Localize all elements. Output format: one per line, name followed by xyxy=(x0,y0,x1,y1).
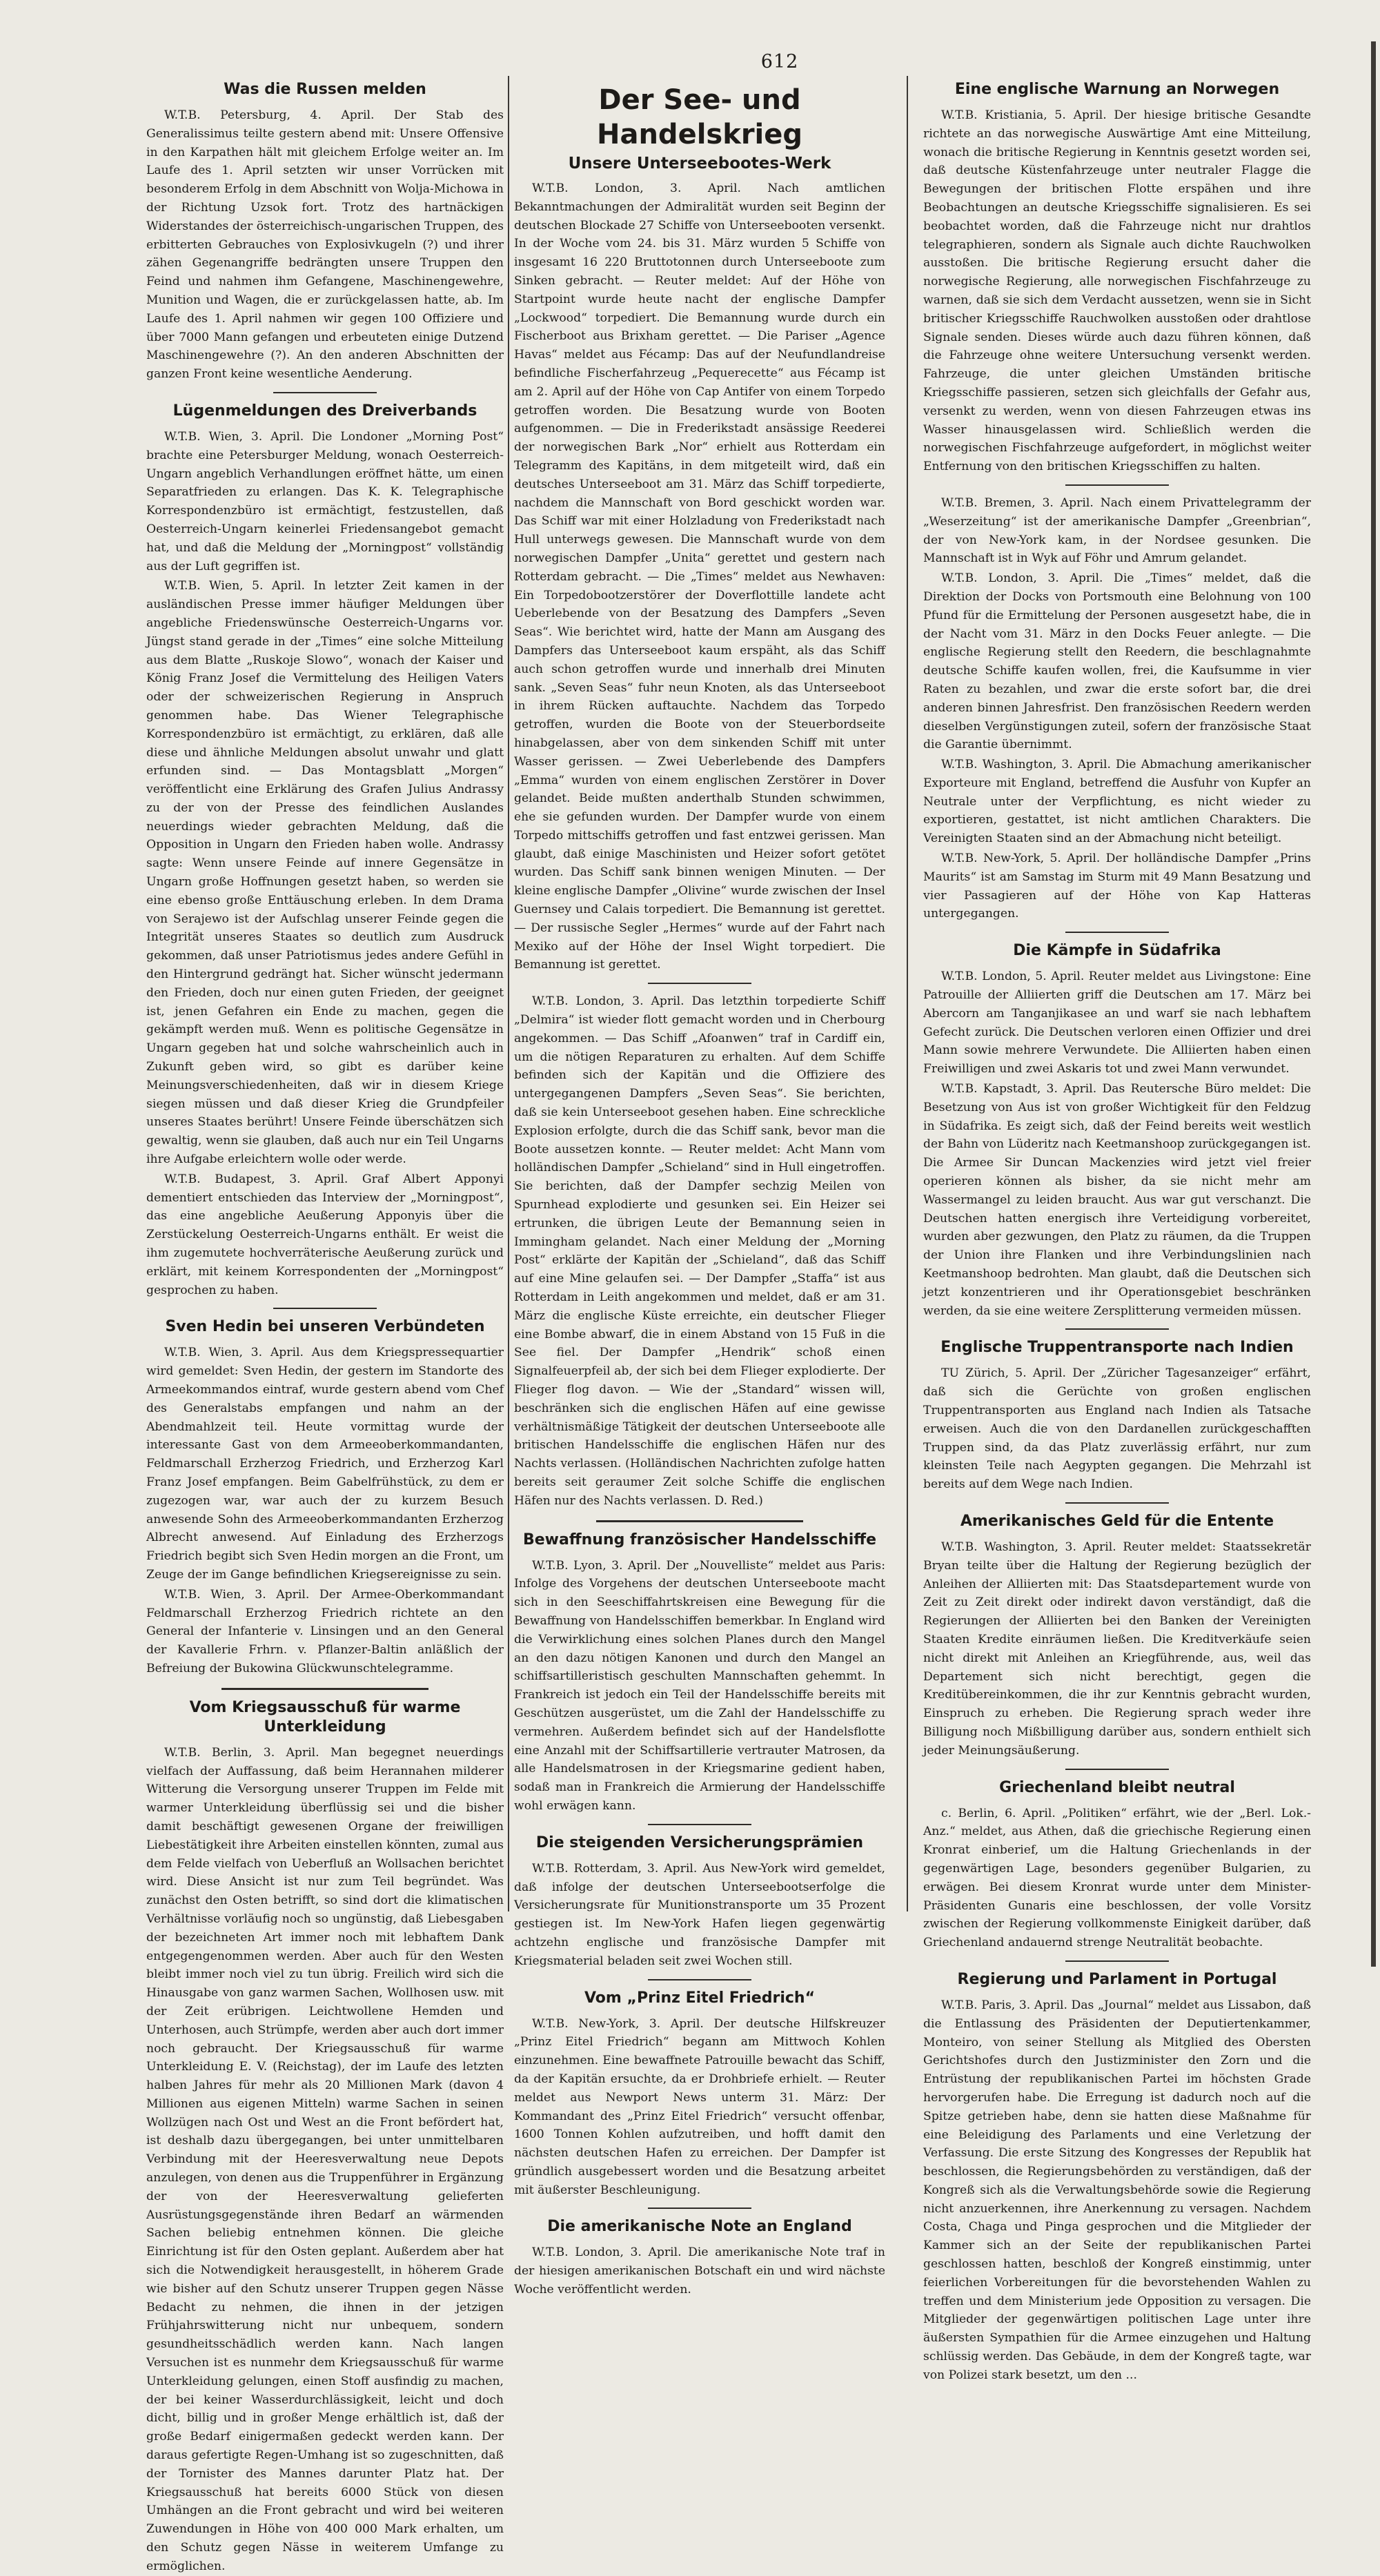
separator xyxy=(648,2208,751,2209)
article-text: W.T.B. Wien, 3. April. Aus dem Kriegspressequartier wird gemeldet: Sven Hedin, der gestern im Standorte des Armeekommandos eintraf, wurde gestern abend vom Chef des Generalstabs empfangen und nahm an der Abendmahlzeit teil. Heute vormittag wurde der interessante Gast von dem Armeeoberkommandanten, Feldmarschall Erzherzog Friedrich, und Erzherzog Karl Franz Josef empfangen. Beim Gabelfrühstück, zu dem er zugezogen war, war auch der zu kurzem Besuch anwesende Sohn des Armeeoberkommandanten Erzherzog Albrecht anwesend. Auf Einladung des Erzherzogs Friedrich begibt sich Sven Hedin morgen an die Front, um Zeuge der im Gange befindlichen Kriegsereignisse zu sein. xyxy=(146,1346,504,1582)
article-text: W.T.B. Wien, 5. April. In letzter Zeit kamen in der ausländischen Presse immer häufiger Meldungen über angebliche Friedenswünsche Oesterreich-Ungarns vor. Jüngst stand gerade in der „Times“ eine solche Mitteilung aus dem Blatte „Ruskoje Slowo“, wonach der Kaiser und König Franz Josef die Vermittelung des Heiligen Vaters oder der schweizerischen Regierung in Anspruch genommen habe. Das Wiener Telegraphische Korrespondenzbüro ist ermächtigt, zu erklären, daß alle diese und ähnliche Meldungen absolut unwahr und glatt erfunden sind. — Das Montagsblatt „Morgen“ veröffentlicht eine Erklärung des Grafen Julius Andrassy zu der von der Presse des feindlichen Auslandes neuerdings wieder gebrachten Meldung, daß die Opposition in Ungarn den Frieden haben wolle. Andrassy sagte: Wenn unsere Feinde auf innere Gegensätze in Ungarn große Hoffnungen gesetzt haben, so werden sie eine ebenso große Enttäuschung erleben. In dem Drama von Serajewo ist der Aufschlag unserer Feinde gegen die Integrität unseres Staates so deutlich zum Ausdruck gekommen, daß unser Patriotismus jedes andere Gefühl in den Hintergrund gedrängt hat. Sicher wünscht jedermann den Frieden, doch nur einen guten Frieden, der geeignet ist, jenen Gefahren ein Ende zu machen, gegen die gekämpft werden muß. Wenn es politische Gegensätze in Ungarn gegeben hat und solche wahrscheinlich auch in Zukunft geben wird, so gibt es darüber keine Meinungsverschiedenheiten, daß wir in diesem Kriege siegen müssen und daß dieser Krieg die Grundpfeiler unseres Staates berührt! Unsere Feinde überschätzen sich gewaltig, wenn sie glauben, daß auch nur ein Teil Ungarns ihre Aufgabe erleichtern wolle oder werde. xyxy=(146,579,504,1167)
separator xyxy=(648,1979,751,1980)
article-text: W.T.B. Wien, 3. April. Die Londoner „Morning Post“ brachte eine Petersburger Meldung, wonach Oesterreich-Ungarn angeblich Verhandlungen eröffnet hätte, um einen Separatfrieden zu erlangen. Das K. K. Telegraphische Korrespondenzbüro ist ermächtigt, festzustellen, daß Oesterreich-Ungarn keinerlei Friedensangebot gemacht hat, und daß die Meldung der „Morningpost“ vollständig aus der Luft gegriffen ist. xyxy=(146,429,504,573)
separator xyxy=(648,983,751,984)
binding-edge xyxy=(1371,41,1376,1967)
column-rule-2 xyxy=(907,76,908,1911)
article-title-bewaffnung: Bewaffnung französischer Handelsschiffe xyxy=(522,1531,877,1548)
article-title-warnung-norwegen: Eine englische Warnung an Norwegen xyxy=(954,81,1280,98)
article-title-kriegsausschuss: Vom Kriegsausschuß für warme Unterkleidung xyxy=(189,1698,461,1736)
column-3 xyxy=(923,76,1311,2382)
adjacent-page-edge xyxy=(1358,41,1380,1967)
article-title-prinz-eitel-friedrich: Vom „Prinz Eitel Friedrich“ xyxy=(584,1989,816,2007)
article-text: W.T.B. Bremen, 3. April. Nach einem Privattelegramm der „Weserzeitung“ ist der amerikanische Dampfer „Greenbrian“, der von New-York kam, in der Nordsee gesunken. Die Mannschaft ist in Wyk auf Föhr und Amrum gelandet. xyxy=(923,495,1311,566)
article-title-truppentransporte: Englische Truppentransporte nach Indien xyxy=(940,1339,1294,1357)
article-text: W.T.B. New-York, 3. April. Der deutsche Hilfskreuzer „Prinz Eitel Friedrich“ begann am Mittwoch Kohlen einzunehmen. Eine bewaffnete Patrouille bewacht das Schiff, da der Kapitän ersuchte, da er Drohbriefe erhielt. — Reuter meldet aus Newport News unterm 31. März: Der Kommandant des „Prinz Eitel Friedrich“ versucht offenbar, 1600 Tonnen Kohlen aufzutreiben, und hofft damit den nächsten deutschen Hafen zu erreichen. Der Dampfer ist gründlich ausgebessert worden und die Besatzung arbeitet mit äußerster Beschleunigung. xyxy=(514,2016,885,2197)
article-text: W.T.B. Wien, 3. April. Der Armee-Oberkommandant Feldmarschall Erzherzog Friedrich richtete an den General der Infanterie v. Linsingen und an den General der Kavallerie Frhrn. v. Pflanzer-Baltin anläßlich der Befreiung der Bukowina Glückwunschtelegramme. xyxy=(146,1587,504,1675)
article-title-russen: Was die Russen melden xyxy=(224,81,426,98)
separator xyxy=(1065,1960,1169,1962)
column-rule-1 xyxy=(508,76,509,1911)
article-title-griechenland: Griechenland bleibt neutral xyxy=(999,1778,1235,1796)
article-text: W.T.B. Lyon, 3. April. Der „Nouvelliste“ meldet aus Paris: Infolge des Vorgehens der deutschen Unterseeboote macht sich in den Seeschiffahrtskreisen eine Bewegung für die Bewaffnung von Handelsschiffen bemerkbar. In England wird die Verwirklichung eines solchen Planes durch den Mangel an den dazu nötigen Kanonen und durch den Mangel an schiffsartilleristisch geschulten Mannschaften gehemmt. In Frankreich ist jedoch ein Teil der Handelsschiffe bereits mit Geschützen ausgerüstet, um die Zahl der Handelsschiffe zu vermehren. Außerdem befindet sich auf der Handelsflotte eine Anzahl mit der Schiffsartillerie vertrauter Matrosen, da alle Handelsmatrosen in der Kriegsmarine gedient haben, sodaß man in Frankreich die Armierung der Handelsschiffe wohl erwägen kann. xyxy=(514,1558,885,1813)
article-text: W.T.B. London, 3. April. Die amerikanische Note traf in der hiesigen amerikanischen Botschaft ein und wird nächste Woche veröffentlicht werden. xyxy=(514,2245,885,2297)
article-title-versicherungspraemien: Die steigenden Versicherungsprämien xyxy=(535,1833,864,1851)
article-title-amerikanisches-geld: Amerikanisches Geld für die Entente xyxy=(960,1512,1274,1530)
sub-headline: Unsere Unterseebootes-Werk xyxy=(568,155,831,173)
separator xyxy=(221,1688,428,1690)
article-text: W.T.B. Washington, 3. April. Die Abmachung amerikanischer Exporteure mit England, betreffend die Ausfuhr von Kupfer an Neutrale unter der Verpflichtung, es nicht wieder zu exportieren, gestattet, ist nicht amtlichen Charakters. Die Vereinigten Staaten sind an der Abmachung nicht beteiligt. xyxy=(923,758,1311,846)
article-text: W.T.B. Budapest, 3. April. Graf Albert Apponyi dementiert entschieden das Interview der „Morningpost“, das eine angebliche Aeußerung Apponyis über die Zerstückelung Oesterreich-Ungarns enthält. Er weist die ihm zugemutete hochverräterische Aeußerung zurück und erklärt, mit keinem Korrespondenten der „Morningpost“ gesprochen zu haben. xyxy=(146,1172,504,1297)
article-title-luegenmeldungen: Lügenmeldungen des Dreiverbands xyxy=(172,402,477,420)
article-text: W.T.B. Paris, 3. April. Das „Journal“ meldet aus Lissabon, daß die Entlassung des Präsidenten der Deputiertenkammer, Monteiro, von seiner Stellung als Mitglied des Obersten Gerichtshofes durch den Justizminister den Zorn und die Entrüstung der republikanischen Partei im höchsten Grade hervorgerufen habe. Die Erregung ist dadurch noch auf die Spitze getrieben habe, denn sie hatten diese Maßnahme für eine Beleidigung des Parlaments und eine Verletzung der Verfassung. Die erste Sitzung des Kongresses der Republik hat beschlossen, die Regierungsbehörden zu verständigen, daß der Kongreß sich als die Verwaltungsbehörde sowie die Regierung nicht anzuerkennen, ihre Anerkennung zu versagen. Nachdem Costa, Chaga und Pinga gesprochen und die Mitglieder der Kammer sich an der Seite der republikanischen Partei geschlossen hatten, beschloß der Kongreß einstimmig, unter feierlichen Vorbereitungen für die bevorstehenden Wahlen zu treffen und dem Ministerium jede Opposition zu versagen. Die Mitglieder der gegenwärtigen politischen Lage unter ihre äußersten Sympathien für die Armee einzugehen und Haltung schlüssig werden. Das Gebäude, in dem der Kongreß tagte, war von Polizei stark besetzt, um den ... xyxy=(923,1998,1311,2382)
article-text: W.T.B. London, 3. April. Das letzthin torpedierte Schiff „Delmira“ ist wieder flott gemacht worden und in Cherbourg angekommen. — Das Schiff „Afoanwen“ traf in Cardiff ein, um die nötigen Reparaturen zu erhalten. Auf dem Schiffe befinden sich der Kapitän und die Offiziere des untergegangenen Dampfers „Seven Seas“. Sie berichten, daß sie kein Unterseeboot gesehen haben. Eine schreckliche Explosion erfolgte, durch die das Schiff sank, bevor man die Boote aussetzen konnte. — Reuter meldet: Acht Mann vom holländischen Dampfer „Schieland“ sind in Hull eingetroffen. Sie berichten, daß der Dampfer sechzig Meilen von Spurnhead explodierte und gesunken sei. Ein Heizer sei ertrunken, die übrigen Leute der Bemannung seien in Immingham gelandet. Nach einer Meldung der „Morning Post“ erklärte der Kapitän der „Schieland“, daß das Schiff auf eine Mine gelaufen sei. — Der Dampfer „Staffa“ ist aus Rotterdam in Leith angekommen und meldet, daß er am 31. März die englische Küste erreichte, ein deutscher Flieger eine Bombe abwarf, die in einem Abstand von 15 Fuß in die See fiel. Der Dampfer „Hendrik“ schoß einen Signalfeuerpfeil ab, der sich bei dem Flieger explodierte. Der Flieger flog davon. — Wie der „Standard“ wissen will, beschränken sich die englischen Häfen auf eine gewisse verhältnismäßige Tätigkeit der deutschen Unterseeboote alle britischen Handelsschiffe die englischen Häfen nur des Nachts verlassen. (Holländischen Nachrichten zufolge hatten bereits seit geraumer Zeit solche Schiffe die englischen Häfen nur des Nachts verlassen. D. Red.) xyxy=(514,994,885,1508)
separator xyxy=(273,1308,377,1309)
separator xyxy=(1065,1328,1169,1330)
article-title-amerikanische-note: Die amerikanische Note an England xyxy=(547,2218,852,2236)
article-text: c. Berlin, 6. April. „Politiken“ erfährt, wie der „Berl. Lok.-Anz.“ meldet, aus Athen, daß die griechische Regierung einen Kronrat einberief, um die Haltung Griechenlands in der gegenwärtigen Lage, besonders gegenüber Bulgarien, zu erwägen. Bei diesem Kronrat wurde unter dem Minister-Präsidenten Gunaris eine beschlossen, der volle Vorsitz zwischen der Regierung vollkommenste Einigkeit darüber, daß Griechenland andauernd strenge Neutralität beobachte. xyxy=(923,1806,1311,1950)
article-text: W.T.B. Berlin, 3. April. Man begegnet neuerdings vielfach der Auffassung, daß beim Herannahen milderer Witterung die Versorgung unserer Truppen im Felde mit warmer Unterkleidung überflüssig sei und die bisher damit beschäftigt gewesenen Organe der freiwilligen Liebestätigkeit ihre Arbeiten einstellen könnten, zumal aus dem Felde vielfach von Ueberfluß an Wollsachen berichtet wird. Diese Ansicht ist nur zum Teil begründet. Was zunächst den Osten betrifft, so sind dort die klimatischen Verhältnisse vorläufig noch so ungünstig, daß Liebesgaben der bezeichneten Art immer noch mit lebhaftem Dank entgegengenommen werden. Aber auch für den Westen bleibt immer noch viel zu tun übrig. Freilich wird sich die Hinausgabe von ganz warmen Sachen, Wollhosen usw. mit der Zeit erübrigen. Leichtwollene Hemden und Unterhosen, auch Strümpfe, werden aber auch dort immer noch gebraucht. Der Kriegsausschuß für warme Unterkleidung E. V. (Reichstag), der im Laufe des letzten halben Jahres für mehr als 20 Millionen Mark (davon 4 Millionen aus eigenen Mitteln) warme Sachen in seinen Wollzügen nach Ost und West an die Front befördert hat, ist deshalb dazu übergegangen, bei unter unmittelbaren Verbindung mit der Heeresverwaltung neue Depots anzulegen, von denen aus die Truppenführer in Ergänzung der von der Heeresverwaltung gelieferten Ausrüstungsgegenstände ihren Bedarf an wärmenden Sachen beliebig entnehmen können. Die gleiche Einrichtung ist für den Osten geplant. Außerdem aber hat sich die Notwendigkeit herausgestellt, in höherem Grade wie bisher auf den Schutz unserer Truppen gegen Nässe Bedacht zu nehmen, die ihnen in der jetzigen Frühjahrswitterung nicht nur unbequem, sondern gesundheitsschädlich werden kann. Nach langen Versuchen ist es nunmehr dem Kriegsausschuß für warme Unterkleidung gelungen, einen Stoff ausfindig zu machen, der bei keiner Wasserdurchlässigkeit, leicht und doch dicht, billig und in großer Menge erhältlich ist, daß der große Bedarf einigermaßen gedeckt werden kann. Der daraus gefertigte Regen-Umhang ist so zugeschnitten, daß der Tornister des Mannes darunter Platz hat. Der Kriegsausschuß hat bereits 6000 Stück von diesen Umhängen an die Front gebracht und wird bei weiteren Zuwendungen in Höhe von 400 000 Mark erhalten, um den Schutz gegen Nässe in weiterem Umfange zu ermöglichen. xyxy=(146,1745,504,2573)
article-text: W.T.B. Rotterdam, 3. April. Aus New-York wird gemeldet, daß infolge der deutschen Unterseebootserfolge die Versicherungsrate für Munitionstransporte um 35 Prozent gestiegen ist. Im New-York Hafen liegen gegenwärtig achtzehn englische und französische Dampfer mit Kriegsmaterial beladen seit zwei Wochen still. xyxy=(514,1861,885,1968)
article-title-portugal: Regierung und Parlament in Portugal xyxy=(957,1970,1277,1988)
article-title-sven-hedin: Sven Hedin bei unseren Verbündeten xyxy=(165,1318,485,1336)
article-text: W.T.B. Kapstadt, 3. April. Das Reutersche Büro meldet: Die Besetzung von Aus ist von großer Wichtigkeit für den Feldzug in Südafrika. Es zeigt sich, daß der Feind bereits weit westlich der Bahn von Lüderitz nach Keetmanshoop zurückgegangen ist. Die Armee Sir Duncan Mackenzies wird jetzt viel freier operieren können als bisher, da sie nicht mehr am Wassermangel zu leiden braucht. Aus war gut verschanzt. Die Deutschen hatten energisch ihre Verteidigung vorbereitet, wurden aber gezwungen, den Platz zu räumen, da die Truppen der Union ihre Flanken und ihre Verbindungslinien nach Keetmanshoop bedrohten. Man glaubt, daß die Deutschen sich jetzt konzentrieren und ihr Operationsgebiet beschränken werden, da sie eine weitere Zersplitterung vermeiden müssen. xyxy=(923,1082,1311,1318)
article-text: W.T.B. New-York, 5. April. Der holländische Dampfer „Prins Maurits“ ist am Samstag im Sturm mit 49 Mann Besatzung und vier Passagieren auf der Höhe von Kap Hatteras untergegangen. xyxy=(923,852,1311,921)
article-text: W.T.B. Kristiania, 5. April. Der hiesige britische Gesandte richtete an das norwegische Auswärtige Amt eine Mitteilung, wonach die britische Regierung in Kenntnis gesetzt worden sei, daß deutsche Küstenfahrzeuge unter neutraler Flagge die Bewegungen der britischen Flotte erspähen und ihre Beobachtungen an deutsche Kriegsschiffe signalisieren. Es sei beobachtet worden, daß die Fahrzeuge nicht nur drahtlos telegraphieren, sondern als Signale auch dichte Rauchwolken ausstoßen. Die britische Regierung ersucht daher die norwegische Regierung, alle norwegischen Fischfahrzeuge zu warnen, daß sie sich dem Verdacht aussetzen, wenn sie in Sicht britischer Kriegsschiffe Rauchwolken ausstoßen oder drahtlose Signale senden. Dieses würde auch dazu führen können, daß die Fahrzeuge ohne weitere Untersuchung versenkt werden. Fahrzeuge, die unter gleichen Umständen britische Kriegsschiffe passieren, setzen sich gleichfalls der Gefahr aus, versenkt zu werden, wenn von diesen Fahrzeugen etwas ins Wasser hinausgelassen wird. Schließlich werden die norwegischen Fischfahrzeuge aufgefordert, in möglichst weiter Entfernung von den britischen Kriegsschiffen zu halten. xyxy=(923,108,1311,474)
article-title-suedafrika: Die Kämpfe in Südafrika xyxy=(1013,942,1221,960)
article-text: W.T.B. Washington, 3. April. Reuter meldet: Staatssekretär Bryan teilte über die Haltung der Regierung bezüglich der Anleihen der Alliierten mit: Das Staatsdepartement wurde von Zeit zu Zeit direkt oder indirekt davon verständigt, daß die Regierungen der Alliierten bei den Banken der Vereinigten Staaten Kredite einräumen ließen. Die Kreditverkäufe seien nicht direkt mit Anleihen an Kriegführende, aus, weil das Departement sich nicht berechtigt, gegen die Kreditübereinkommen, die ihr zur Kenntnis gebracht wurden, Einspruch zu erheben. Die Regierung sprach weder ihre Billigung noch Mißbilligung darüber aus, sondern enthielt sich jeder Meinungsäußerung. xyxy=(923,1540,1311,1758)
separator xyxy=(1065,932,1169,933)
main-headline: Der See- und Handelskrieg xyxy=(596,84,803,150)
separator xyxy=(1065,1502,1169,1504)
separator xyxy=(648,1824,751,1825)
separator xyxy=(1065,484,1169,486)
column-1 xyxy=(146,76,504,2573)
article-text: W.T.B. Petersburg, 4. April. Der Stab des Generalissimus teilte gestern abend mit: Unsere Offensive in den Karpathen hält mit gleichem Erfolge weiter an. Im Laufe des 1. April setzten wir unser Vorrücken mit besonderem Erfolg in dem Abschnitt von Wolja-Michowa in der Richtung Uzsok fort. Trotz des hartnäckigen Widerstandes der österreichisch-ungarischen Truppen, des erbitterten Gebrauches von Explosivkugeln (?) und ihrer zähen Gegenangriffe bedrängten unsere Truppen den Feind und nahmen ihm Gefangene, Maschinengewehre, Munition und Wagen, die er zurückgelassen hatte, ab. Im Laufe des 1. April nahmen wir gegen 100 Offiziere und über 7000 Mann gefangen und erbeuteten einige Dutzend Maschinengewehre (?). An den anderen Abschnitten der ganzen Front keine wesentliche Aenderung. xyxy=(146,108,504,382)
article-text: TU Zürich, 5. April. Der „Züricher Tagesanzeiger“ erfährt, daß sich die Gerüchte von großen englischen Truppentransporten aus England nach Indien als Tatsache erweisen. Auch die von den Dardanellen zurückgeschafften Truppen sind, da das Platz zuverlässig erfährt, nur zum kleinsten Teile nach Aegypten gegangen. Die Mehrzahl ist bereits auf dem Wege nach Indien. xyxy=(923,1366,1311,1492)
separator xyxy=(596,1520,803,1522)
page-number: 612 xyxy=(760,51,799,72)
article-text: W.T.B. London, 3. April. Nach amtlichen Bekanntmachungen der Admiralität wurden seit Beginn der deutschen Blockade 27 Schiffe von Unterseebooten versenkt. In der Woche vom 24. bis 31. März wurden 5 Schiffe von insgesamt 16 220 Bruttotonnen durch Unterseeboote zum Sinken gebracht. — Reuter meldet: Auf der Höhe von Startpoint wurde heute nacht der englische Dampfer „Lockwood“ torpediert. Die Bemannung wurde durch ein Fischerboot aus Brixham gerettet. — Die Pariser „Agence Havas“ meldet aus Fécamp: Das auf der Neufundlandreise befindliche Fischerfahrzeug „Pequerecette“ aus Fécamp ist am 2. April auf der Höhe von Cap Antifer von einem Torpedo getroffen worden. Die Besatzung wurde von Booten aufgenommen. — Die in Frederikstadt ansässige Reederei der norwegischen Bark „Nor“ erhielt aus Rotterdam ein Telegramm des Kapitäns, in dem mitgeteilt wird, daß ein deutsches Unterseeboot am 31. März das Schiff torpedierte, nachdem die Mannschaft von Bord geschickt worden war. Das Schiff war mit einer Holzladung von Frederikstadt nach Hull unterwegs gewesen. Die Mannschaft wurde von dem norwegischen Dampfer „Unita“ gerettet und gestern nach Rotterdam gebracht. — Die „Times“ meldet aus Newhaven: Ein Torpedobootzerstörer der Doverflottille landete acht Ueberlebende von der Besatzung des Dampfers „Seven Seas“. Wie berichtet wird, hatte der Mann am Ausgang des Dampfers das Unterseeboot kaum erspäht, als das Schiff auch schon getroffen wurde und innerhalb drei Minuten sank. „Seven Seas“ fuhr neun Knoten, als das Unterseeboot in ihrem Rücken auftauchte. Nachdem das Torpedo getroffen, wurden die Boote von der Steuerbordseite hinabgelassen, aber von dem sinkenden Schiff mit unter Wasser gerissen. — Zwei Ueberlebende des Dampfers „Emma“ wurden von einem englischen Zerstörer in Dover gelandet. Beide mußten anderthalb Stunden schwimmen, ehe sie gefunden wurden. Der Dampfer wurde von einem Torpedo mittschiffs getroffen und fast entzwei gerissen. Man glaubt, daß einige Maschinisten und Heizer sofort getötet wurden. Das Schiff sank binnen wenigen Minuten. — Der kleine englische Dampfer „Olivine“ wurde zwischen der Insel Guernsey und Calais torpediert. Die Bemannung ist gerettet. — Der russische Segler „Hermes“ wurde auf der Fahrt nach Mexiko auf der Höhe der Insel Wight torpediert. Die Bemannung ist gerettet. xyxy=(514,181,885,972)
article-text: W.T.B. London, 5. April. Reuter meldet aus Livingstone: Eine Patrouille der Alliierten griff die Deutschen am 17. März bei Abercorn am Tanganjikasee an und warf sie nach lebhaftem Gefecht zurück. Die Deutschen verloren einen Offizier und drei Mann sowie mehrere Verwundete. Die Alliierten haben einen Freiwilligen und zwei Askaris tot und zwei Mann verwundet. xyxy=(923,970,1311,1076)
separator xyxy=(1065,1769,1169,1770)
separator xyxy=(273,392,377,393)
article-text: W.T.B. London, 3. April. Die „Times“ meldet, daß die Direktion der Docks von Portsmouth eine Belohnung von 100 Pfund für die Ermittelung der Personen ausgesetzt habe, die in der Nacht vom 31. März in den Docks Feuer anlegte. — Die englische Regierung stellt den Reedern, die beschlagnahmte deutsche Schiffe kaufen wollen, frei, die Kaufsumme in vier Raten zu bezahlen, und zwar die erste sofort bar, die drei anderen binnen Jahresfrist. Den französischen Reedern werden dieselben Vergünstigungen zuteil, sofern der französische Staat die Garantie übernimmt. xyxy=(923,571,1311,752)
column-2 xyxy=(514,76,885,2297)
